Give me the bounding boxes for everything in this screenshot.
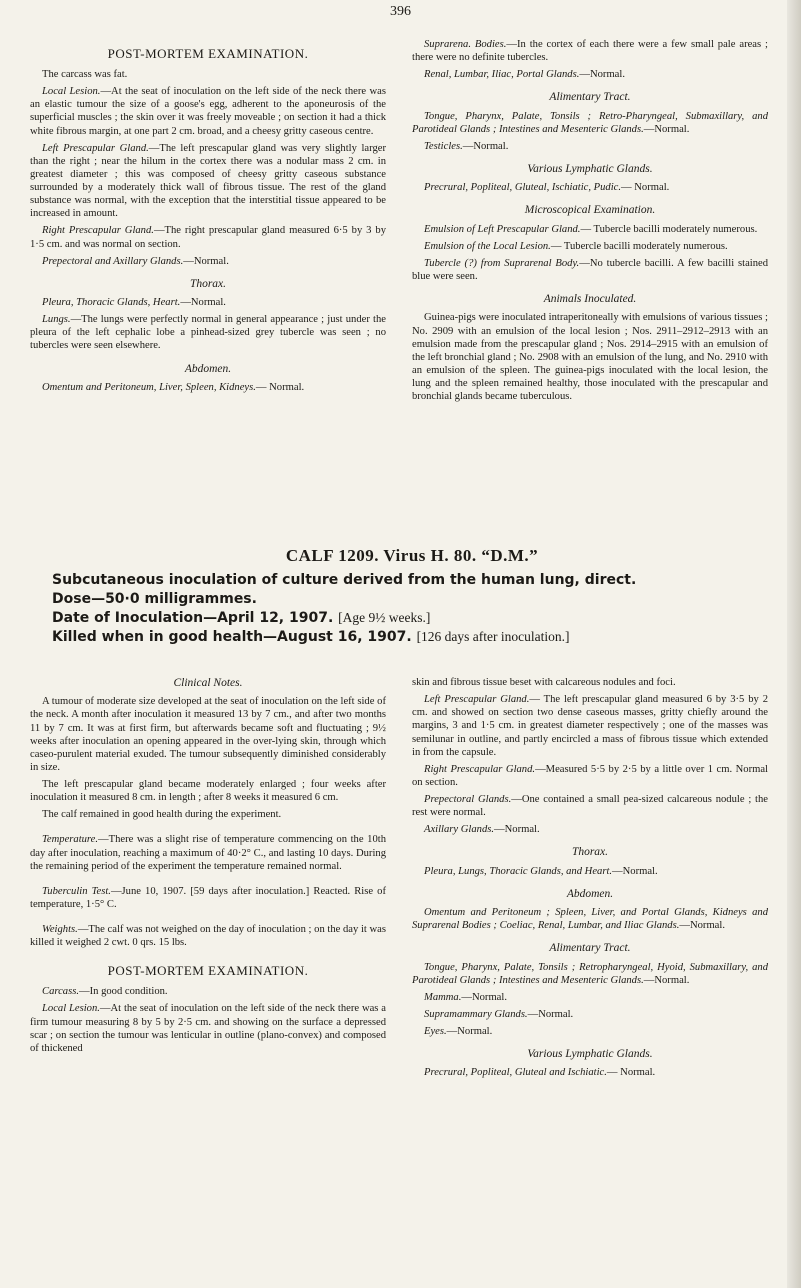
paragraph: skin and fibrous tissue beset with calcareous nodules and foci. (412, 677, 676, 688)
paragraph: Left Prescapular Gland.—The left prescapular gland was very slightly larger than the right ; near the hilum in the cortex there was a nodular mass 2 cm. in greatest diameter ; this was composed of cheesy gritty caseous substance surrounded by a moderately thick wall of fibrous tissue. The rest of the gland substance was normal, with the exception that the interstitial tissue appeared to be increased in amount. (30, 142, 386, 220)
calf-heading-block (52, 546, 772, 648)
paragraph: Tuberculin Test.—June 10, 1907. [59 days after inoculation.] Reacted. Rise of temperature, 1·5° C. (30, 885, 386, 910)
paragraph: The left prescapular gland became moderately enlarged ; four weeks after inoculation it measured 8 cm. in length ; after 8 weeks it measured 6 cm. (30, 779, 386, 804)
paragraph: Local Lesion.—At the seat of inoculation on the left side of the neck there was a firm tumour measuring 8 by 5 by 2·5 cm. and showing on the surface a depressed scar ; on section the tumour was lenticular in outline (plano-convex) and composed of thickened (30, 1003, 386, 1054)
calf-title: CALF 1209. Virus H. 80. “D.M.” (285, 546, 539, 565)
subheading: Thorax. (571, 846, 609, 859)
paragraph: Eyes.—Normal. (424, 1026, 493, 1037)
column-bottom-right (412, 670, 768, 1084)
section-heading: POST-MORTEM EXAMINATION. (107, 46, 309, 61)
paragraph: Precrural, Popliteal, Gluteal, Ischiatic, Pudic.— Normal. (424, 182, 670, 194)
paragraph: Mamma.—Normal. (424, 991, 507, 1003)
paragraph: Pleura, Lungs, Thoracic Glands, and Heart.—Normal. (424, 865, 658, 877)
paragraph: Testicles.—Normal. (424, 140, 509, 152)
subheading: Alimentary Tract. (549, 91, 631, 104)
subheading: Alimentary Tract. (549, 942, 631, 955)
paragraph: Emulsion of the Local Lesion.— Tubercle bacilli moderately numerous. (424, 240, 728, 252)
subheading: Animals Inoculated. (543, 293, 637, 306)
paragraph: Prepectoral Glands.—One contained a small pea-sized calcareous nodule ; the rest were normal. (412, 794, 768, 819)
paragraph: Right Prescapular Gland.—The right prescapular gland measured 6·5 by 3 by 1·5 cm. and was normal on section. (30, 225, 386, 250)
column-top-left (30, 38, 386, 398)
subheading: Abdomen. (566, 887, 614, 900)
subheading: Clinical Notes. (173, 677, 243, 689)
date-line: Date of Inoculation—April 12, 1907. [Age 9½ weeks.] (52, 610, 431, 626)
paragraph: Tubercle (?) from Suprarenal Body.—No tubercle bacilli. A few bacilli stained blue were seen. (412, 257, 769, 282)
paragraph: The calf remained in good health during the experiment. (42, 809, 282, 821)
paragraph: Carcass.—In good condition. (42, 986, 168, 998)
dose-line: Dose—50·0 milligrammes. (52, 591, 257, 607)
paragraph: Local Lesion.—At the seat of inoculation on the left side of the neck there was an elastic tumour the size of a goose's egg, adherent to the aponeurosis of the superficial muscles ; the skin over it was freely moveable ; on section it had a thick white fibrous margin, at one part 2 cm. broad, and a cheesy gritty caseous centre. (30, 86, 386, 137)
paragraph: Guinea-pigs were inoculated intraperitoneally with emulsions of various tissues ; No. 2909 with an emulsion of the local lesion ; Nos. 2911–2912–2913 with an emulsion made from the prescapular gland ; Nos. 2914–2915 with an emulsion of the left bronchial gland ; No. 2908 with an emulsion of the lung, and No. 2910 with an emulsion of the spleen. The guinea-pigs inoculated with the local lesion, the lung and the spleen remained healthy, those inoculated with the prescapular and bronchial glands became tuberculous. (412, 312, 768, 403)
subheading: Microscopical Examination. (524, 204, 656, 217)
paragraph: Supramammary Glands.—Normal. (424, 1008, 574, 1020)
inoculation-line: Subcutaneous inoculation of culture derived from the human lung, direct. (52, 572, 637, 588)
paragraph: Tongue, Pharynx, Palate, Tonsils ; Retro-Pharyngeal, Submaxillary, and Parotideal Glands ; Intestines and Mesenteric Glands.—Normal. (412, 110, 768, 135)
paragraph: Precrural, Popliteal, Gluteal and Ischiatic.— Normal. (424, 1067, 656, 1079)
subheading: Abdomen. (184, 362, 232, 375)
page-number: 396 (390, 4, 411, 19)
paragraph: Right Prescapular Gland.—Measured 5·5 by 2·5 by a little over 1 cm. Normal on section. (412, 763, 768, 788)
subheading: Thorax. (189, 277, 227, 290)
paragraph: Prepectoral and Axillary Glands.—Normal. (42, 255, 229, 267)
paragraph: Temperature.—There was a slight rise of temperature commencing on the 10th day after inoculation, reaching a maximum of 40·2° C., and lasting 10 days. During the remaining period of the experiment the temperature remained normal. (30, 834, 386, 872)
paragraph: A tumour of moderate size developed at the seat of inoculation on the left side of the neck. A month after inoculation it measured 13 by 7 cm., and after two months 11 by 7 cm. It was at first firm, but afterwards became soft and fluctuating ; 9½ weeks after inoculation an opening appeared in the over-lying skin, through which caseo-purulent material exuded. The tumour subsequently diminished considerably in size. (30, 696, 386, 773)
page-edge (787, 0, 801, 1288)
column-bottom-left (30, 670, 386, 1059)
subheading: Various Lymphatic Glands. (527, 1048, 653, 1061)
column-top-right (412, 38, 768, 407)
paragraph: Suprarena. Bodies.—In the cortex of each there were a few small pale areas ; there were no definite tubercles. (412, 39, 768, 64)
subheading: Various Lymphatic Glands. (527, 163, 653, 175)
paragraph: The carcass was fat. (42, 69, 128, 81)
paragraph: Emulsion of Left Prescapular Gland.— Tubercle bacilli moderately numerous. (424, 223, 758, 235)
paragraph: Pleura, Thoracic Glands, Heart.—Normal. (42, 297, 226, 309)
paragraph: Tongue, Pharynx, Palate, Tonsils ; Retropharyngeal, Hyoid, Submaxillary, and Parotideal Glands ; Intestines and Mesenteric Glands.—Normal. (412, 961, 768, 986)
killed-line: Killed when in good health—August 16, 1907. [126 days after inoculation.] (52, 629, 570, 645)
paragraph: Weights.—The calf was not weighed on the day of inoculation ; on the day it was killed it weighed 2 cwt. 0 qrs. 15 lbs. (30, 924, 386, 949)
section-heading: POST-MORTEM EXAMINATION. (107, 963, 309, 979)
paragraph: Left Prescapular Gland.— The left prescapular gland measured 6 by 3·5 by 2 cm. and showed on section two dense caseous masses, gritty chiefly around the margins, 3 and 1·5 cm. in greatest diameter respectively ; one of the masses was semilunar in outline, and partly encircled a mass of fibrous tissue which extended in from the capsule. (412, 694, 768, 758)
paragraph: Lungs.—The lungs were perfectly normal in general appearance ; just under the pleura of the left cephalic lobe a pinhead-sized grey tubercle was seen ; no tubercles were seen elsewhere. (30, 314, 386, 352)
paragraph: Omentum and Peritoneum ; Spleen, Liver, and Portal Glands, Kidneys and Suprarenal Bodies ; Coeliac, Renal, Lumbar, and Iliac Glands.—Normal. (412, 907, 768, 932)
paragraph: Renal, Lumbar, Iliac, Portal Glands.—Normal. (424, 69, 625, 81)
paragraph: Omentum and Peritoneum, Liver, Spleen, Kidneys.— Normal. (42, 381, 305, 393)
paragraph: Axillary Glands.—Normal. (424, 824, 540, 836)
